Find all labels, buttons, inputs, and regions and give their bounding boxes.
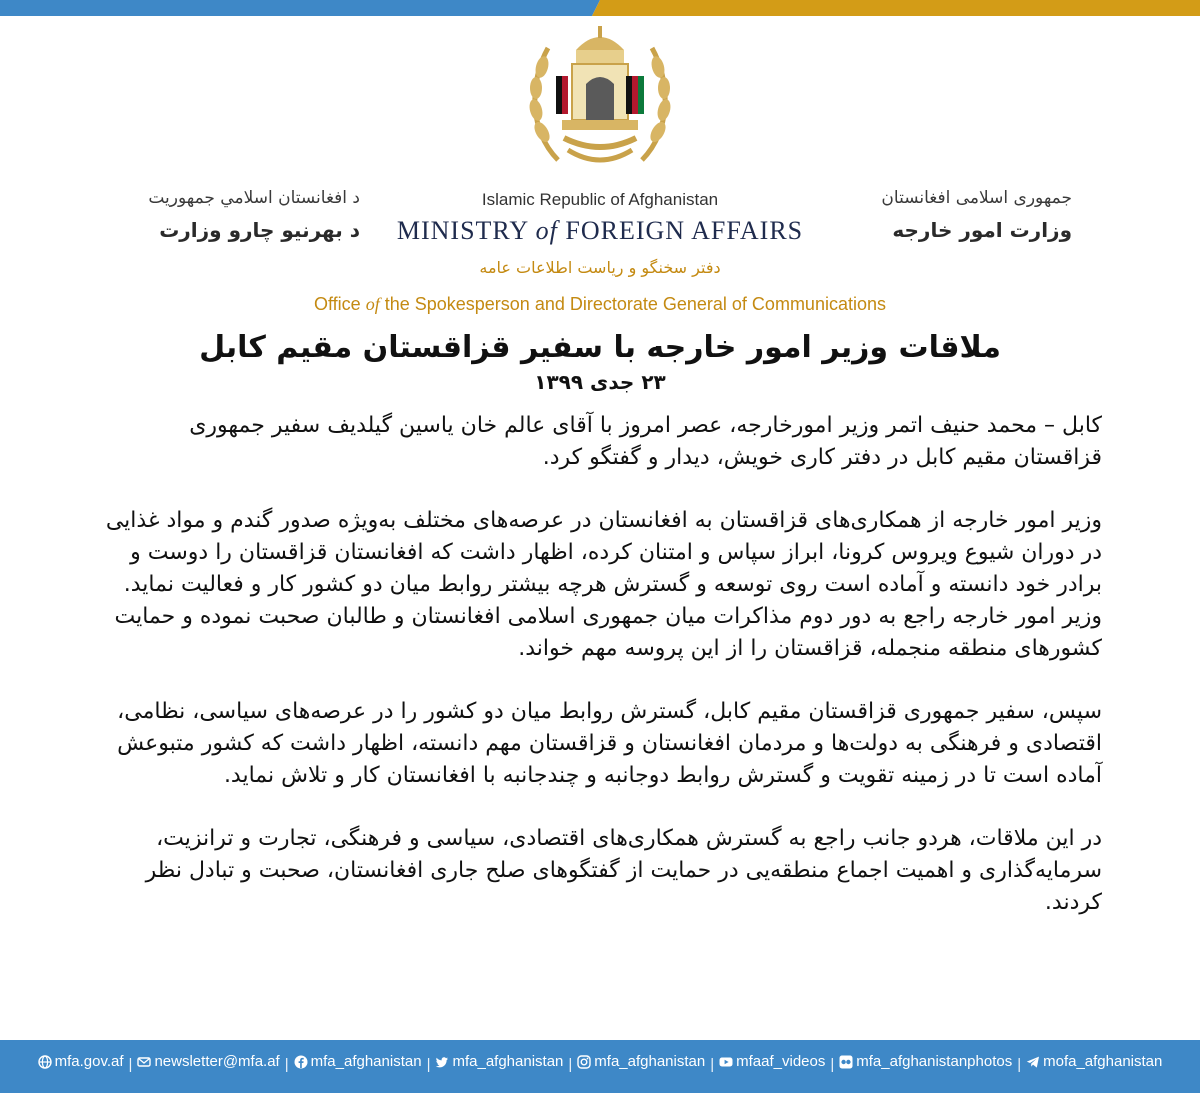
dari-country: جمهوری اسلامی افغانستان xyxy=(881,188,1072,208)
paragraph: وزیر امور خارجه از همکاری‌های قزاقستان به افغانستان در عرصه‌های مختلف به‌ویژه صدور گندم و مواد غذایی در دوران شیوع ویروس کرونا، ابراز سپاس و امتنان کرده، اظهار داشت که افغانستان قزاقستان را دوست و برادر خود دانسته و آماده است روی توسعه و گسترش هرچه بیشتر روابط میان دو کشور کار و فعالیت نماید. وزیر امور خارجه راجع به دور دوم مذاکرات میان جمهوری اسلامی افغانستان و طالبان صحبت نموده و حمایت کشورهای منطقه منجمله، قزاقستان را از این پروسه مهم خواند. xyxy=(105,508,1102,661)
footer-separator: | xyxy=(830,1055,835,1073)
office-dari: دفتر سخنگو و ریاست اطلاعات عامه xyxy=(479,258,721,277)
telegram-icon xyxy=(1026,1055,1040,1069)
header-dari xyxy=(820,188,1072,242)
footer-website-text: mfa.gov.af xyxy=(54,1053,124,1070)
globe-icon xyxy=(38,1055,52,1069)
pashto-country: د افغانستان اسلامي جمهوریت xyxy=(148,188,360,208)
footer-links xyxy=(0,1053,1200,1073)
footer-telegram[interactable] xyxy=(1026,1053,1162,1070)
twitter-icon xyxy=(435,1055,449,1069)
footer-separator: | xyxy=(1017,1055,1022,1073)
youtube-icon xyxy=(719,1055,733,1069)
footer-newsletter-text: newsletter@mfa.af xyxy=(154,1053,280,1070)
footer-telegram-text: mofa_afghanistan xyxy=(1043,1053,1163,1070)
footer-flickr-text: mfa_afghanistanphotos xyxy=(856,1053,1013,1070)
dari-ministry: وزارت امور خارجه xyxy=(892,218,1072,242)
footer-separator: | xyxy=(284,1055,289,1073)
ministry-name-pre: MINISTRY xyxy=(396,216,536,245)
paragraph: در این ملاقات، هردو جانب راجع به گسترش همکاری‌های اقتصادی، سیاسی و فرهنگی، تجارت و ترانزیت، سرمایه‌گذاری و اهمیت اجماع منطقه‌یی در حمایت از گفتگوهای صلح جاری افغانستان، صحبت و تبادل نظر کردند. xyxy=(145,826,1102,915)
footer-instagram[interactable] xyxy=(577,1053,705,1070)
top-color-band xyxy=(0,0,1200,16)
office-english xyxy=(250,294,950,315)
office-en-post: the Spokesperson and Directorate General of Communications xyxy=(379,294,886,314)
pashto-ministry: د بهرنیو چارو وزارت xyxy=(159,218,360,242)
footer-twitter[interactable] xyxy=(435,1053,563,1070)
national-emblem xyxy=(518,20,682,176)
facebook-icon xyxy=(294,1055,308,1069)
footer-separator: | xyxy=(128,1055,133,1073)
instagram-icon xyxy=(577,1055,591,1069)
english-country: Islamic Republic of Afghanistan xyxy=(481,190,719,209)
paragraph: کابل – محمد حنیف اتمر وزیر امورخارجه، عصر امروز با آقای عالم خان یاسین گیلدیف سفیر جمهوری قزاقستان مقیم کابل در دفتر کاری خویش، دیدار و گفتگو کرد. xyxy=(189,413,1102,470)
header-english xyxy=(360,190,840,246)
mail-icon xyxy=(137,1055,151,1069)
press-release-title: ملاقات وزیر امور خارجه با سفیر قزاقستان مقیم کابل xyxy=(199,330,1001,365)
footer-facebook[interactable] xyxy=(294,1053,422,1070)
footer-newsletter[interactable] xyxy=(137,1053,279,1070)
footer-separator: | xyxy=(710,1055,715,1073)
emblem-icon xyxy=(518,20,682,176)
footer-youtube-text: mfaaf_videos xyxy=(736,1053,826,1070)
press-release-body xyxy=(96,410,1102,951)
footer-flickr[interactable] xyxy=(839,1053,1012,1070)
press-release-date: ۲۳ جدی ۱۳۹۹ xyxy=(534,370,666,394)
footer-instagram-text: mfa_afghanistan xyxy=(594,1053,706,1070)
flickr-icon xyxy=(839,1055,853,1069)
footer-separator: | xyxy=(568,1055,573,1073)
ministry-name xyxy=(360,216,840,246)
header-pashto xyxy=(100,188,360,242)
ministry-name-post: FOREIGN AFFAIRS xyxy=(557,216,804,245)
footer-bar xyxy=(0,1040,1200,1093)
footer-website[interactable] xyxy=(38,1053,124,1070)
paragraph: سپس، سفیر جمهوری قزاقستان مقیم کابل، گسترش روابط میان دو کشور را در عرصه‌های سیاسی، نظامی، اقتصادی و فرهنگی به دولت‌ها و مردمان افغانستان و قزاقستان مهم دانسته، اظهار داشت که کشور متبوعش آماده است تا در زمینه تقویت و گسترش روابط دوجانبه و چندجانبه با افغانستان کار و تلاش نماید. xyxy=(117,699,1102,788)
office-en-of: of xyxy=(365,294,380,314)
ministry-name-of: of xyxy=(535,216,558,245)
footer-twitter-text: mfa_afghanistan xyxy=(452,1053,564,1070)
footer-separator: | xyxy=(426,1055,431,1073)
office-en-pre: Office xyxy=(314,294,366,314)
footer-facebook-text: mfa_afghanistan xyxy=(310,1053,422,1070)
footer-youtube[interactable] xyxy=(719,1053,825,1070)
